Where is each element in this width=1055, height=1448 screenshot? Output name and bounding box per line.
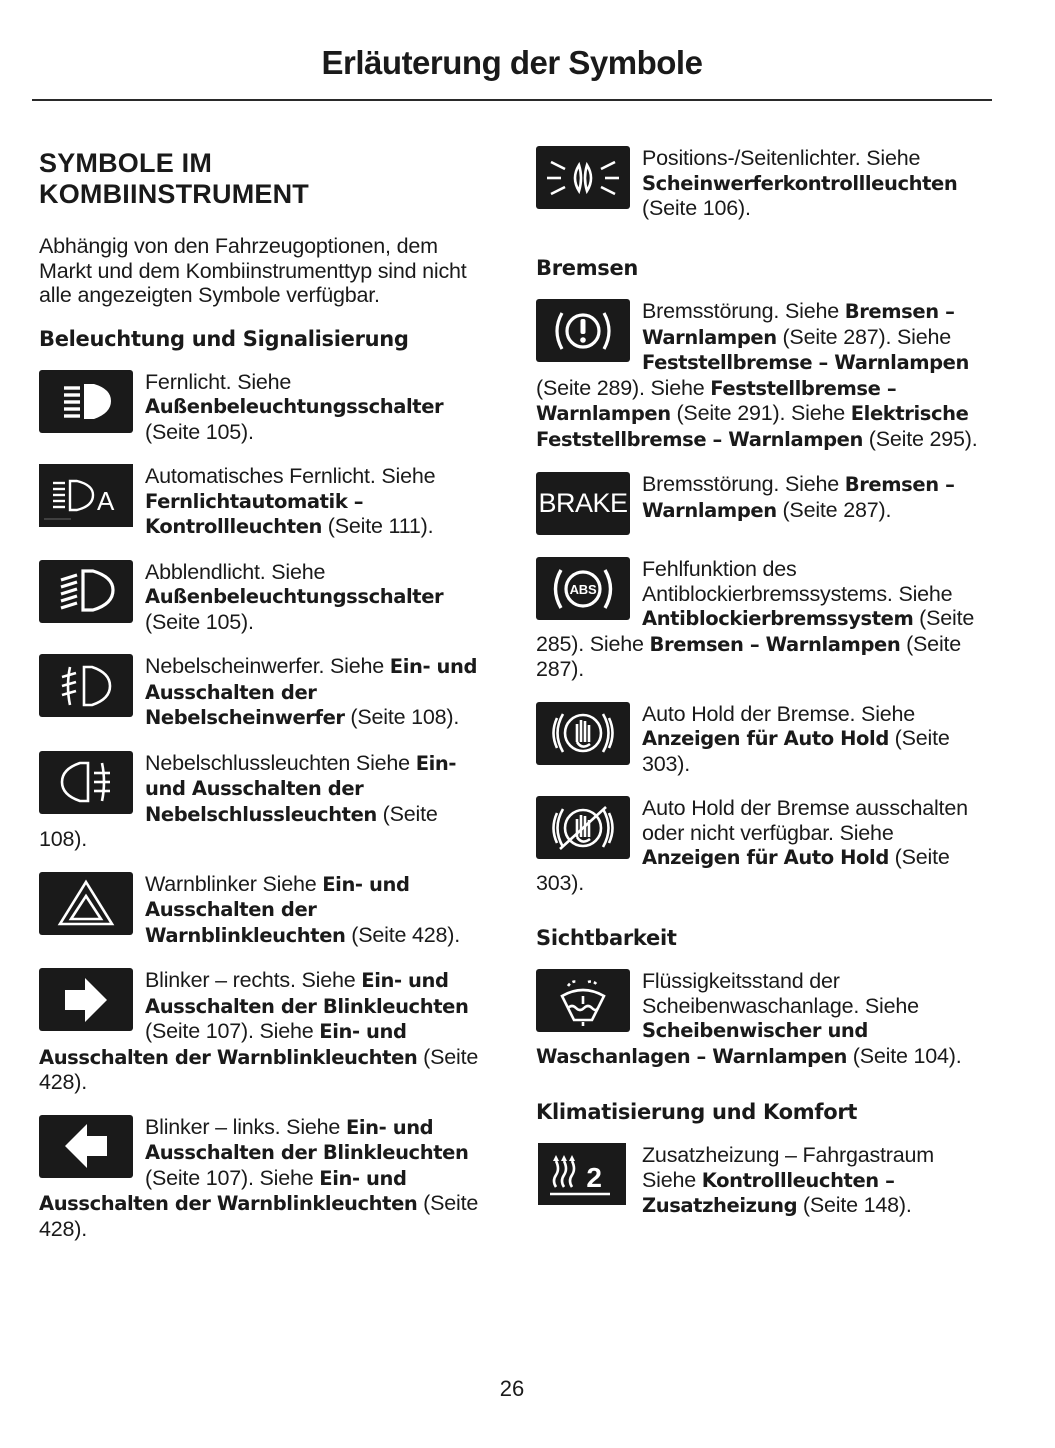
turn-signal-left-icon bbox=[39, 1115, 133, 1178]
symbol-entry-turn-right: Blinker – rechts. Siehe Ein- und Ausschalten der Blinkleuchten (Seite 107). Siehe Ein- und Ausschalten der Warnblinkleuchten (Seite 428). bbox=[39, 968, 479, 1094]
cross-reference-link[interactable]: Ein- und Ausschalten der Warnblinkleuchten bbox=[145, 872, 410, 947]
symbol-entry-high-beam: Fernlicht. Siehe Außenbeleuchtungsschalter (Seite 105). bbox=[39, 370, 491, 445]
cross-reference-link[interactable]: Ein- und Ausschalten der Nebelschlussleuchten bbox=[145, 751, 457, 826]
symbol-entry-low-beam: Abblendlicht. Siehe Außenbeleuchtungsschalter (Seite 105). bbox=[39, 560, 491, 635]
position-lights-icon bbox=[536, 146, 630, 209]
cross-reference-link[interactable]: Ein- und Ausschalten der Blinkleuchten bbox=[145, 969, 469, 1018]
svg-text:ABS: ABS bbox=[569, 581, 597, 597]
cross-reference-link[interactable]: Elektrische Feststellbremse – Warnlampen bbox=[536, 402, 969, 451]
symbol-entry-rear-fog: Nebelschlussleuchten Siehe Ein- und Ausschalten der Nebelschlussleuchten (Seite 108). bbox=[39, 750, 457, 851]
cross-reference-link[interactable]: Scheinwerferkontrollleuchten bbox=[642, 171, 958, 195]
abs-icon bbox=[536, 557, 630, 620]
cross-reference-link[interactable]: Bremsen – Warnlampen bbox=[642, 473, 955, 522]
cross-reference-link[interactable]: Ein- und Ausschalten der Nebelscheinwerfer bbox=[145, 655, 478, 729]
cross-reference-link[interactable]: Antiblockierbremssystem bbox=[642, 607, 914, 630]
right-column bbox=[536, 146, 988, 1239]
auxiliary-heater-icon bbox=[538, 1143, 626, 1205]
symbol-entry-auto-hold-off: Auto Hold der Bremse ausschalten oder nicht verfügbar. Siehe Anzeigen für Auto Hold (Seite 303). bbox=[536, 796, 968, 895]
symbol-entry-position-lights: Positions-/Seitenlichter. Siehe Scheinwerferkontrollleuchten (Seite 106). bbox=[536, 146, 988, 221]
section-heading-line-1: SYMBOLE IM bbox=[39, 148, 213, 178]
cross-reference-link[interactable]: Bremsen – Warnlampen bbox=[642, 300, 955, 349]
cross-reference-link[interactable]: Außenbeleuchtungsschalter bbox=[145, 395, 444, 418]
brake-text-icon: BRAKE bbox=[536, 472, 630, 535]
brake-warning-icon bbox=[536, 299, 630, 362]
section-heading-line-2: KOMBIINSTRUMENT bbox=[39, 179, 309, 209]
cross-reference-link[interactable]: Fernlichtautomatik – Kontrollleuchten bbox=[145, 489, 364, 538]
washer-fluid-icon bbox=[536, 969, 630, 1032]
subsection-heading-lighting: Beleuchtung und Signalisierung bbox=[39, 326, 409, 351]
front-fog-lamp-icon bbox=[39, 654, 133, 717]
symbol-entry-auto-high-beam: A Automatisches Fernlicht. Siehe Fernlichtautomatik – Kontrollleuchten (Seite 111). bbox=[39, 464, 491, 540]
section-heading bbox=[39, 148, 491, 210]
symbol-entry-front-fog: Nebelscheinwerfer. Siehe Ein- und Ausschalten der Nebelscheinwerfer (Seite 108). bbox=[39, 654, 491, 731]
symbol-entry-turn-left: Blinker – links. Siehe Ein- und Ausschalten der Blinkleuchten (Seite 107). Siehe Ein- und Ausschalten der Warnblinkleuchten (Seite 428). bbox=[39, 1114, 479, 1241]
cross-reference-link[interactable]: Scheibenwischer und Waschanlagen – Warnlampen bbox=[536, 1019, 868, 1068]
svg-text:A: A bbox=[97, 485, 115, 516]
header-divider bbox=[32, 99, 992, 101]
subsection-heading-climate: Klimatisierung und Komfort bbox=[536, 1100, 858, 1124]
symbol-entry-washer-fluid: Flüssigkeitsstand der Scheibenwaschanlage. Siehe Scheibenwischer und Waschanlagen – Warnlampen (Seite 104). bbox=[536, 969, 962, 1068]
cross-reference-link[interactable]: Anzeigen für Auto Hold bbox=[642, 727, 889, 750]
low-beam-icon bbox=[39, 560, 133, 623]
intro-paragraph: Abhängig von den Fahrzeugoptionen, dem Markt und dem Kombiinstrumenttyp sind nicht alle angezeigten Symbole verfügbar. bbox=[39, 234, 467, 307]
subsection-heading-visibility: Sichtbarkeit bbox=[536, 926, 677, 950]
cross-reference-link[interactable]: Anzeigen für Auto Hold bbox=[642, 846, 889, 869]
cross-reference-link[interactable]: Außenbeleuchtungsschalter bbox=[145, 585, 444, 608]
cross-reference-link[interactable]: Ein- und Ausschalten der Warnblinkleuchten bbox=[39, 1166, 418, 1215]
cross-reference-link[interactable]: Kontrollleuchten – Zusatzheizung bbox=[642, 1168, 895, 1217]
left-column bbox=[39, 148, 491, 1261]
high-beam-icon bbox=[39, 370, 133, 433]
symbol-entry-abs: ABS Fehlfunktion des Antiblockierbremssystems. Siehe Antiblockierbremssystem (Seite 285). Siehe Bremsen – Warnlampen (Seite 287). bbox=[536, 557, 975, 681]
cross-reference-link[interactable]: Ein- und Ausschalten der Warnblinkleuchten bbox=[39, 1020, 418, 1069]
symbol-entry-auxiliary-heater: 2 Zusatzheizung – Fahrgastraum Siehe Kontrollleuchten – Zusatzheizung (Seite 148). bbox=[536, 1143, 988, 1219]
subsection-heading-brakes: Bremsen bbox=[536, 256, 639, 280]
symbol-entry-auto-hold: Auto Hold der Bremse. Siehe Anzeigen für Auto Hold (Seite 303). bbox=[536, 702, 988, 777]
auto-hold-off-icon bbox=[536, 796, 630, 859]
hazard-warning-icon bbox=[39, 872, 133, 935]
svg-text:2: 2 bbox=[586, 1162, 602, 1193]
turn-signal-right-icon bbox=[39, 968, 133, 1031]
rear-fog-lamp-icon bbox=[39, 751, 133, 814]
cross-reference-link[interactable]: Ein- und Ausschalten der Blinkleuchten bbox=[145, 1115, 469, 1164]
page-title: Erläuterung der Symbole bbox=[321, 44, 703, 81]
symbol-entry-hazard: Warnblinker Siehe Ein- und Ausschalten der Warnblinkleuchten (Seite 428). bbox=[39, 872, 491, 949]
auto-high-beam-icon bbox=[39, 464, 133, 527]
cross-reference-link[interactable]: Bremsen – Warnlampen bbox=[649, 632, 901, 656]
cross-reference-link[interactable]: Feststellbremse – Warnlampen bbox=[642, 351, 969, 374]
symbol-entry-brake-text: BRAKE Bremsstörung. Siehe Bremsen – Warnlampen (Seite 287). bbox=[536, 472, 988, 537]
cross-reference-link[interactable]: Feststellbremse – Warnlampen bbox=[536, 376, 897, 425]
auto-hold-icon bbox=[536, 702, 630, 765]
page-number: 26 bbox=[499, 1376, 525, 1401]
symbol-entry-brake-warning: Bremsstörung. Siehe Bremsen – Warnlampen (Seite 287). Siehe Feststellbremse – Warnlampen (Seite 289). Siehe Feststellbremse – Warnlampen (Seite 291). Siehe Elektrische Feststellbremse – Warnlampen (Seite 295). bbox=[536, 299, 978, 451]
